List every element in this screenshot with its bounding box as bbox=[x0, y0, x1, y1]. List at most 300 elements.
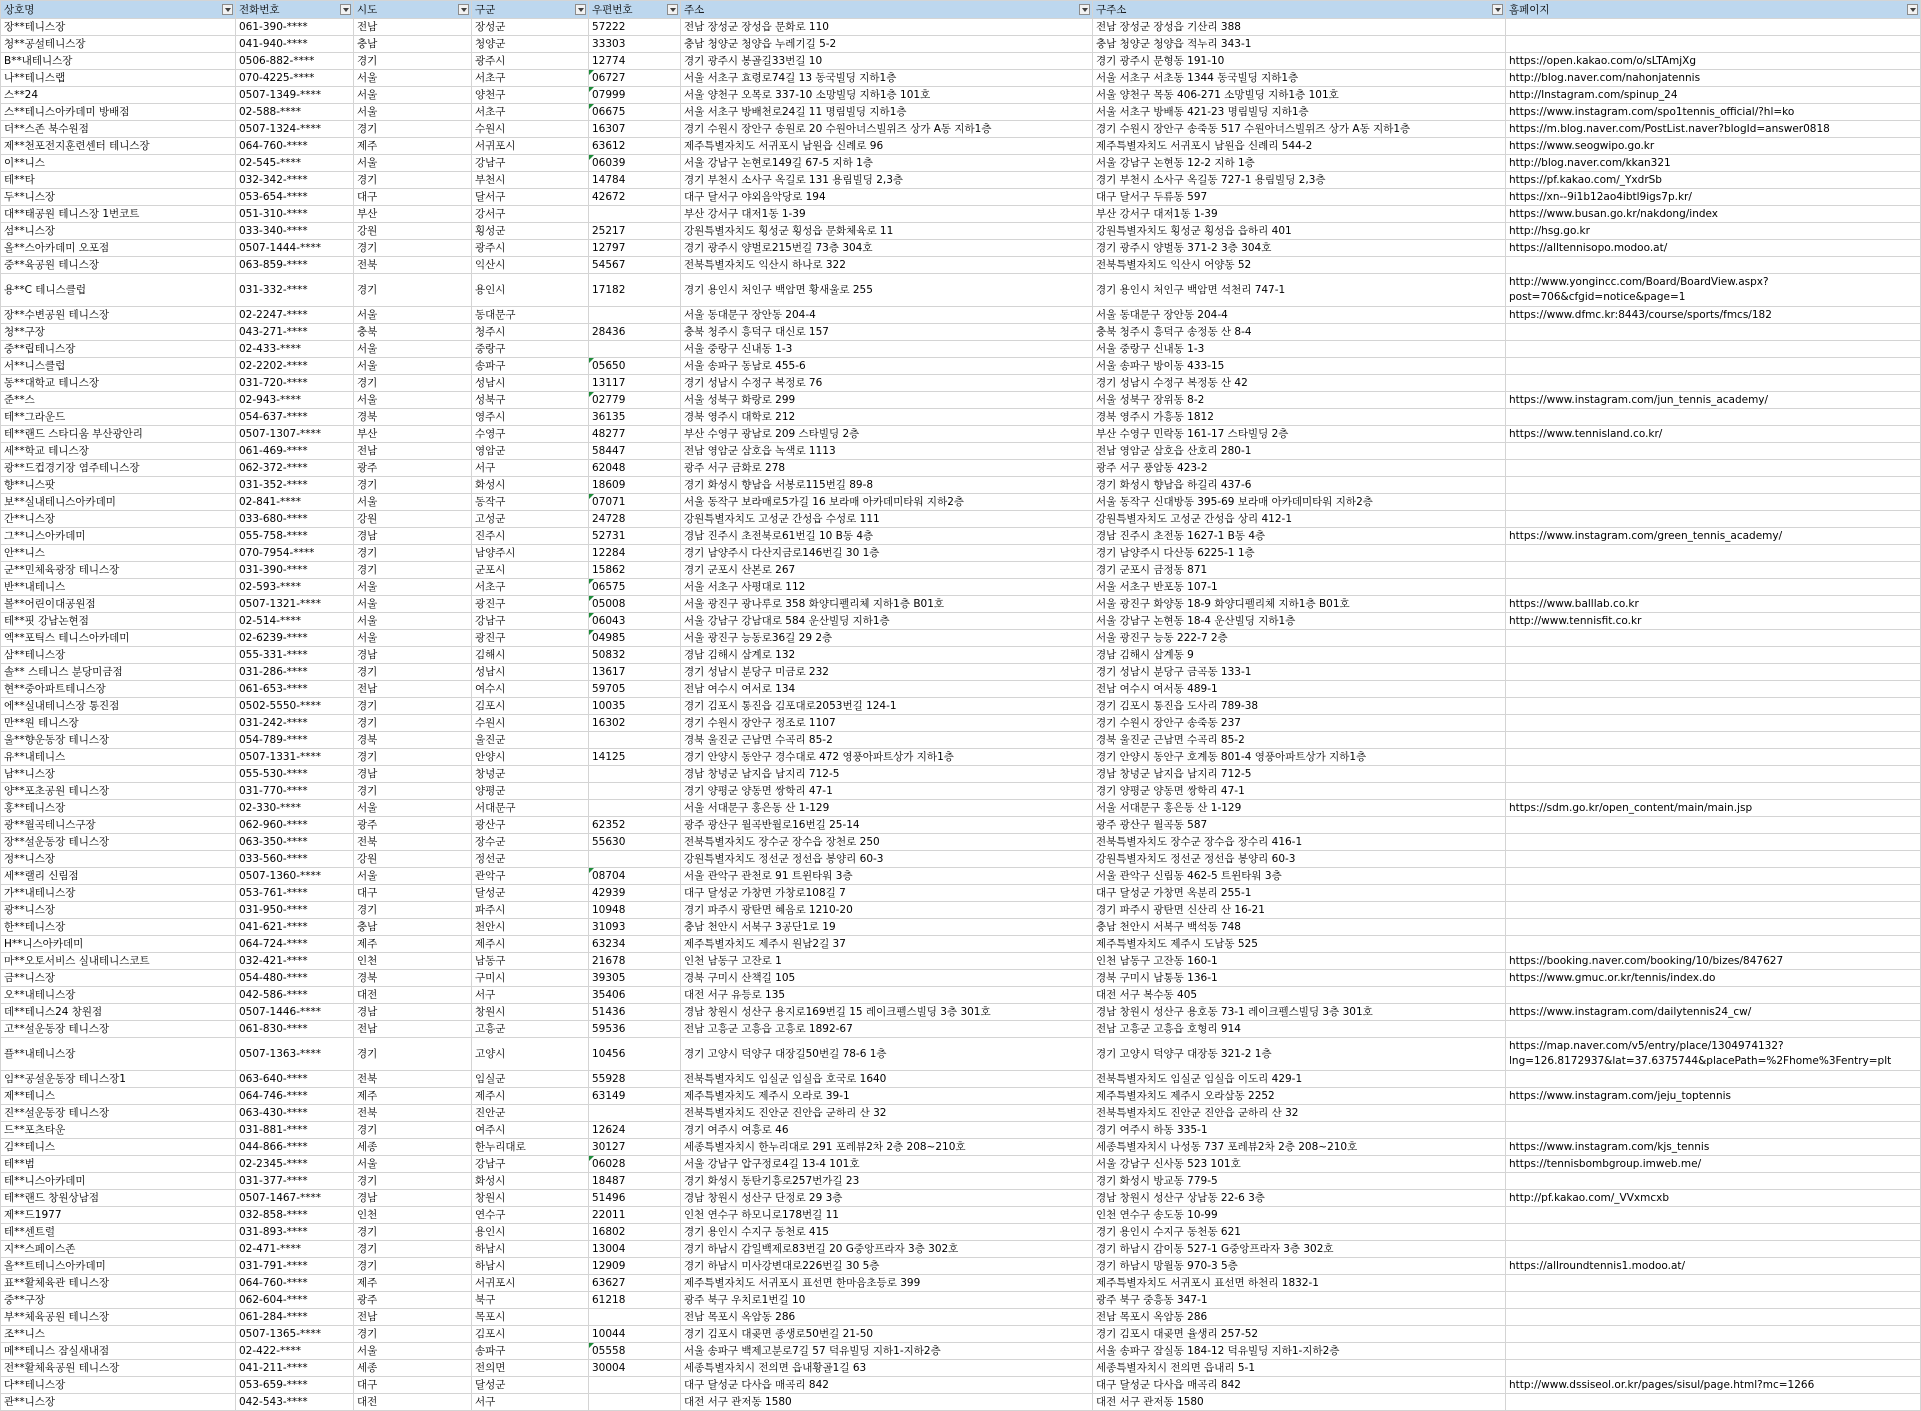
phone-cell[interactable]: 02-433-**** bbox=[236, 341, 354, 358]
phone-cell[interactable]: 0507-1331-**** bbox=[236, 749, 354, 766]
district-cell[interactable]: 서대문구 bbox=[472, 800, 589, 817]
old-address-cell[interactable]: 제주특별자치도 제주시 도남동 525 bbox=[1093, 936, 1506, 953]
old-address-cell[interactable]: 제주특별자치도 서귀포시 남원읍 신례리 544-2 bbox=[1093, 138, 1506, 155]
address-cell[interactable]: 서울 서초구 방배천로24길 11 명림빌딩 지하1층 bbox=[681, 104, 1093, 121]
filter-dropdown-icon[interactable] bbox=[1492, 4, 1503, 15]
province-cell[interactable]: 충북 bbox=[354, 324, 472, 341]
name-cell[interactable]: 제**테니스 bbox=[1, 1088, 236, 1105]
district-cell[interactable]: 익산시 bbox=[472, 257, 589, 274]
district-cell[interactable]: 제주시 bbox=[472, 1088, 589, 1105]
old-address-cell[interactable]: 경북 구미시 남통동 136-1 bbox=[1093, 970, 1506, 987]
address-cell[interactable]: 경남 창녕군 남지읍 남지리 712-5 bbox=[681, 766, 1093, 783]
name-cell[interactable]: H**니스아카데미 bbox=[1, 936, 236, 953]
name-cell[interactable]: 세**랠리 신림점 bbox=[1, 868, 236, 885]
phone-cell[interactable]: 053-761-**** bbox=[236, 885, 354, 902]
phone-cell[interactable]: 070-4225-**** bbox=[236, 70, 354, 87]
name-cell[interactable]: 삼**테니스장 bbox=[1, 647, 236, 664]
homepage-cell[interactable]: https://www.instagram.com/jeju_toptennis bbox=[1506, 1088, 1921, 1105]
name-cell[interactable]: 울**향운동장 테니스장 bbox=[1, 732, 236, 749]
address-cell[interactable]: 서울 중랑구 신내동 1-3 bbox=[681, 341, 1093, 358]
province-cell[interactable]: 서울 bbox=[354, 87, 472, 104]
zip-cell[interactable]: 59705 bbox=[589, 681, 681, 698]
name-cell[interactable]: 광**니스장 bbox=[1, 902, 236, 919]
homepage-cell[interactable] bbox=[1506, 36, 1921, 53]
district-cell[interactable]: 송파구 bbox=[472, 1343, 589, 1360]
zip-cell[interactable]: 07071 bbox=[589, 494, 681, 511]
zip-cell[interactable]: 48277 bbox=[589, 426, 681, 443]
zip-cell[interactable] bbox=[589, 783, 681, 800]
name-cell[interactable]: 중**구장 bbox=[1, 1292, 236, 1309]
old-address-cell[interactable]: 대구 달서구 두류동 597 bbox=[1093, 189, 1506, 206]
filter-dropdown-icon[interactable] bbox=[458, 4, 469, 15]
zip-cell[interactable]: 52731 bbox=[589, 528, 681, 545]
phone-cell[interactable]: 032-342-**** bbox=[236, 172, 354, 189]
phone-cell[interactable]: 031-791-**** bbox=[236, 1258, 354, 1275]
address-cell[interactable]: 광주 광산구 월곡반월로16번길 25-14 bbox=[681, 817, 1093, 834]
address-cell[interactable]: 경기 용인시 처인구 백암면 황새울로 255 bbox=[681, 274, 1093, 307]
phone-cell[interactable]: 02-2202-**** bbox=[236, 358, 354, 375]
province-cell[interactable]: 전남 bbox=[354, 443, 472, 460]
address-cell[interactable]: 경기 하남시 미사강변대로226번길 30 5층 bbox=[681, 1258, 1093, 1275]
address-cell[interactable]: 서울 동대문구 장안동 204-4 bbox=[681, 307, 1093, 324]
district-cell[interactable]: 서초구 bbox=[472, 70, 589, 87]
name-cell[interactable]: 홍**테니스장 bbox=[1, 800, 236, 817]
phone-cell[interactable]: 064-746-**** bbox=[236, 1088, 354, 1105]
homepage-cell[interactable] bbox=[1506, 1241, 1921, 1258]
phone-cell[interactable]: 02-6239-**** bbox=[236, 630, 354, 647]
phone-cell[interactable]: 033-680-**** bbox=[236, 511, 354, 528]
old-address-cell[interactable]: 경기 광주시 양벌동 371-2 3층 304호 bbox=[1093, 240, 1506, 257]
phone-cell[interactable]: 033-340-**** bbox=[236, 223, 354, 240]
district-cell[interactable]: 달성군 bbox=[472, 1377, 589, 1394]
old-address-cell[interactable]: 전남 영암군 삼호읍 산호리 280-1 bbox=[1093, 443, 1506, 460]
province-cell[interactable]: 전북 bbox=[354, 1071, 472, 1088]
address-cell[interactable]: 전남 고흥군 고흥읍 고흥로 1892-67 bbox=[681, 1021, 1093, 1038]
province-cell[interactable]: 경기 bbox=[354, 1224, 472, 1241]
name-cell[interactable]: 에**실내테니스장 통진점 bbox=[1, 698, 236, 715]
homepage-cell[interactable]: https://www.gmuc.or.kr/tennis/index.do bbox=[1506, 970, 1921, 987]
zip-cell[interactable]: 05008 bbox=[589, 596, 681, 613]
name-cell[interactable]: 서**니스클럽 bbox=[1, 358, 236, 375]
name-cell[interactable]: 테**핏 강남논현점 bbox=[1, 613, 236, 630]
address-cell[interactable]: 경기 화성시 동탄기흥로257번가길 23 bbox=[681, 1173, 1093, 1190]
zip-cell[interactable]: 62352 bbox=[589, 817, 681, 834]
homepage-cell[interactable] bbox=[1506, 834, 1921, 851]
zip-cell[interactable]: 16802 bbox=[589, 1224, 681, 1241]
district-cell[interactable]: 하남시 bbox=[472, 1258, 589, 1275]
phone-cell[interactable]: 054-789-**** bbox=[236, 732, 354, 749]
address-cell[interactable]: 경기 하남시 감일백제로83번길 20 G중앙프라자 3층 302호 bbox=[681, 1241, 1093, 1258]
district-cell[interactable]: 진주시 bbox=[472, 528, 589, 545]
province-cell[interactable]: 경기 bbox=[354, 375, 472, 392]
province-cell[interactable]: 전남 bbox=[354, 1021, 472, 1038]
old-address-cell[interactable]: 강원특별자치도 횡성군 횡성읍 읍하리 401 bbox=[1093, 223, 1506, 240]
address-cell[interactable]: 충북 청주시 흥덕구 대신로 157 bbox=[681, 324, 1093, 341]
old-address-cell[interactable]: 전북특별자치도 임실군 임실읍 이도리 429-1 bbox=[1093, 1071, 1506, 1088]
province-cell[interactable]: 경기 bbox=[354, 698, 472, 715]
zip-cell[interactable] bbox=[589, 766, 681, 783]
province-cell[interactable]: 대전 bbox=[354, 1394, 472, 1411]
old-address-cell[interactable]: 서울 광진구 능동 222-7 2층 bbox=[1093, 630, 1506, 647]
phone-cell[interactable]: 054-480-**** bbox=[236, 970, 354, 987]
phone-cell[interactable]: 02-422-**** bbox=[236, 1343, 354, 1360]
name-cell[interactable]: 엑**포틱스 테니스아카데미 bbox=[1, 630, 236, 647]
homepage-cell[interactable]: http://blog.naver.com/kkan321 bbox=[1506, 155, 1921, 172]
old-address-cell[interactable]: 서울 동작구 신대방동 395-69 보라매 아카데미타워 지하2층 bbox=[1093, 494, 1506, 511]
phone-cell[interactable]: 041-211-**** bbox=[236, 1360, 354, 1377]
address-cell[interactable]: 서울 광진구 광나루로 358 화양디펠리체 지하1층 B01호 bbox=[681, 596, 1093, 613]
province-cell[interactable]: 서울 bbox=[354, 358, 472, 375]
province-cell[interactable]: 서울 bbox=[354, 494, 472, 511]
name-cell[interactable]: 세**학교 테니스장 bbox=[1, 443, 236, 460]
name-cell[interactable]: 군**민체육광장 테니스장 bbox=[1, 562, 236, 579]
district-cell[interactable]: 성북구 bbox=[472, 392, 589, 409]
homepage-cell[interactable] bbox=[1506, 885, 1921, 902]
phone-cell[interactable]: 063-640-**** bbox=[236, 1071, 354, 1088]
address-cell[interactable]: 서울 송파구 동남로 455-6 bbox=[681, 358, 1093, 375]
zip-cell[interactable] bbox=[589, 800, 681, 817]
district-cell[interactable]: 서초구 bbox=[472, 579, 589, 596]
old-address-cell[interactable]: 서울 송파구 방이동 433-15 bbox=[1093, 358, 1506, 375]
homepage-cell[interactable]: http://www.tennisfit.co.kr bbox=[1506, 613, 1921, 630]
name-cell[interactable]: 현**중아파트테니스장 bbox=[1, 681, 236, 698]
zip-cell[interactable]: 55928 bbox=[589, 1071, 681, 1088]
address-cell[interactable]: 서울 강남구 논현로149길 67-5 지하 1층 bbox=[681, 155, 1093, 172]
province-cell[interactable]: 충남 bbox=[354, 36, 472, 53]
old-address-cell[interactable]: 경남 김해시 삼계동 9 bbox=[1093, 647, 1506, 664]
phone-cell[interactable]: 02-588-**** bbox=[236, 104, 354, 121]
province-cell[interactable]: 경기 bbox=[354, 664, 472, 681]
phone-cell[interactable]: 02-330-**** bbox=[236, 800, 354, 817]
province-cell[interactable]: 경남 bbox=[354, 1004, 472, 1021]
name-cell[interactable]: 간**니스장 bbox=[1, 511, 236, 528]
homepage-cell[interactable]: https://www.instagram.com/kjs_tennis bbox=[1506, 1139, 1921, 1156]
phone-cell[interactable]: 033-560-**** bbox=[236, 851, 354, 868]
province-cell[interactable]: 서울 bbox=[354, 104, 472, 121]
old-address-cell[interactable]: 경기 성남시 수정구 복정동 산 42 bbox=[1093, 375, 1506, 392]
name-cell[interactable]: 청**공설테니스장 bbox=[1, 36, 236, 53]
homepage-cell[interactable]: https://sdm.go.kr/open_content/main/main.jsp bbox=[1506, 800, 1921, 817]
zip-cell[interactable]: 13117 bbox=[589, 375, 681, 392]
zip-cell[interactable]: 12624 bbox=[589, 1122, 681, 1139]
address-cell[interactable]: 부산 강서구 대저1동 1-39 bbox=[681, 206, 1093, 223]
zip-cell[interactable]: 06575 bbox=[589, 579, 681, 596]
phone-cell[interactable]: 0507-1365-**** bbox=[236, 1326, 354, 1343]
district-cell[interactable]: 한누리대로 bbox=[472, 1139, 589, 1156]
name-cell[interactable]: 스**테니스아카데미 방배점 bbox=[1, 104, 236, 121]
province-cell[interactable]: 광주 bbox=[354, 460, 472, 477]
homepage-cell[interactable]: https://alltennisopo.modoo.at/ bbox=[1506, 240, 1921, 257]
homepage-cell[interactable] bbox=[1506, 715, 1921, 732]
zip-cell[interactable]: 12797 bbox=[589, 240, 681, 257]
zip-cell[interactable]: 63234 bbox=[589, 936, 681, 953]
district-cell[interactable]: 강서구 bbox=[472, 206, 589, 223]
address-cell[interactable]: 경남 진주시 초전북로61번길 10 B동 4층 bbox=[681, 528, 1093, 545]
old-address-cell[interactable]: 강원특별자치도 정선군 정선읍 봉양리 60-3 bbox=[1093, 851, 1506, 868]
homepage-cell[interactable] bbox=[1506, 664, 1921, 681]
homepage-cell[interactable] bbox=[1506, 1207, 1921, 1224]
province-cell[interactable]: 서울 bbox=[354, 579, 472, 596]
district-cell[interactable]: 영주시 bbox=[472, 409, 589, 426]
homepage-cell[interactable]: https://www.instagram.com/dailytennis24_cw/ bbox=[1506, 1004, 1921, 1021]
homepage-cell[interactable]: https://allroundtennis1.modoo.at/ bbox=[1506, 1258, 1921, 1275]
name-cell[interactable]: 중**립테니스장 bbox=[1, 341, 236, 358]
name-cell[interactable]: 양**포초공원 테니스장 bbox=[1, 783, 236, 800]
zip-cell[interactable] bbox=[589, 341, 681, 358]
province-cell[interactable]: 전북 bbox=[354, 1105, 472, 1122]
name-cell[interactable]: 중**육공원 테니스장 bbox=[1, 257, 236, 274]
zip-cell[interactable]: 51496 bbox=[589, 1190, 681, 1207]
name-cell[interactable]: 대**태공원 테니스장 1번코트 bbox=[1, 206, 236, 223]
zip-cell[interactable]: 06039 bbox=[589, 155, 681, 172]
district-cell[interactable]: 화성시 bbox=[472, 1173, 589, 1190]
filter-dropdown-icon[interactable] bbox=[340, 4, 351, 15]
zip-cell[interactable] bbox=[589, 851, 681, 868]
address-cell[interactable]: 제주특별자치도 제주시 원남2길 37 bbox=[681, 936, 1093, 953]
address-cell[interactable]: 경기 남양주시 다산지금로146번길 30 1층 bbox=[681, 545, 1093, 562]
homepage-cell[interactable]: https://www.busan.go.kr/nakdong/index bbox=[1506, 206, 1921, 223]
phone-cell[interactable]: 02-2247-**** bbox=[236, 307, 354, 324]
province-cell[interactable]: 경남 bbox=[354, 1190, 472, 1207]
old-address-cell[interactable]: 경남 창녕군 남지읍 남지리 712-5 bbox=[1093, 766, 1506, 783]
address-cell[interactable]: 충남 천안시 서북구 3공단1로 19 bbox=[681, 919, 1093, 936]
address-cell[interactable]: 경기 파주시 광탄면 혜음로 1210-20 bbox=[681, 902, 1093, 919]
zip-cell[interactable] bbox=[589, 1377, 681, 1394]
homepage-cell[interactable]: http://pf.kakao.com/_VVxmcxb bbox=[1506, 1190, 1921, 1207]
homepage-cell[interactable] bbox=[1506, 1360, 1921, 1377]
homepage-cell[interactable] bbox=[1506, 1173, 1921, 1190]
district-cell[interactable]: 천안시 bbox=[472, 919, 589, 936]
zip-cell[interactable]: 08704 bbox=[589, 868, 681, 885]
address-cell[interactable]: 서울 서대문구 홍은동 산 1-129 bbox=[681, 800, 1093, 817]
zip-cell[interactable]: 58447 bbox=[589, 443, 681, 460]
old-address-cell[interactable]: 전북특별자치도 진안군 진안읍 군하리 산 32 bbox=[1093, 1105, 1506, 1122]
phone-cell[interactable]: 062-960-**** bbox=[236, 817, 354, 834]
district-cell[interactable]: 광주시 bbox=[472, 240, 589, 257]
homepage-cell[interactable] bbox=[1506, 987, 1921, 1004]
homepage-cell[interactable] bbox=[1506, 257, 1921, 274]
district-cell[interactable]: 북구 bbox=[472, 1292, 589, 1309]
district-cell[interactable]: 제주시 bbox=[472, 936, 589, 953]
name-cell[interactable]: 준**스 bbox=[1, 392, 236, 409]
name-cell[interactable]: 김**테니스 bbox=[1, 1139, 236, 1156]
name-cell[interactable]: 두**니스장 bbox=[1, 189, 236, 206]
homepage-cell[interactable] bbox=[1506, 511, 1921, 528]
name-cell[interactable]: 임**공설운동장 테니스장1 bbox=[1, 1071, 236, 1088]
zip-cell[interactable]: 39305 bbox=[589, 970, 681, 987]
old-address-cell[interactable]: 경기 여주시 하동 335-1 bbox=[1093, 1122, 1506, 1139]
address-cell[interactable]: 서울 송파구 백제고분로7길 57 덕유빌딩 지하1-지하2층 bbox=[681, 1343, 1093, 1360]
zip-cell[interactable]: 30004 bbox=[589, 1360, 681, 1377]
homepage-cell[interactable]: https://m.blog.naver.com/PostList.naver?blogId=answer0818 bbox=[1506, 121, 1921, 138]
name-cell[interactable]: 그**니스아카데미 bbox=[1, 528, 236, 545]
province-cell[interactable]: 세종 bbox=[354, 1139, 472, 1156]
district-cell[interactable]: 청주시 bbox=[472, 324, 589, 341]
old-address-cell[interactable]: 서울 강남구 논현동 18-4 운산빌딩 지하1층 bbox=[1093, 613, 1506, 630]
address-cell[interactable]: 경기 수원시 장안구 송원로 20 수원아너스빌위즈 상가 A동 지하1층 bbox=[681, 121, 1093, 138]
address-cell[interactable]: 광주 북구 우치로1번길 10 bbox=[681, 1292, 1093, 1309]
filter-dropdown-icon[interactable] bbox=[667, 4, 678, 15]
old-address-cell[interactable]: 경기 파주시 광탄면 신산리 산 16-21 bbox=[1093, 902, 1506, 919]
province-cell[interactable]: 서울 bbox=[354, 1343, 472, 1360]
phone-cell[interactable]: 031-286-**** bbox=[236, 664, 354, 681]
district-cell[interactable]: 강남구 bbox=[472, 613, 589, 630]
old-address-cell[interactable]: 경기 화성시 방교동 779-5 bbox=[1093, 1173, 1506, 1190]
province-cell[interactable]: 경기 bbox=[354, 715, 472, 732]
province-cell[interactable]: 인천 bbox=[354, 953, 472, 970]
address-cell[interactable]: 광주 서구 금화로 278 bbox=[681, 460, 1093, 477]
province-cell[interactable]: 경기 bbox=[354, 1038, 472, 1071]
name-cell[interactable]: 남**니스장 bbox=[1, 766, 236, 783]
name-cell[interactable]: 테**범 bbox=[1, 1156, 236, 1173]
homepage-cell[interactable] bbox=[1506, 902, 1921, 919]
address-cell[interactable]: 강원특별자치도 정선군 정선읍 봉양리 60-3 bbox=[681, 851, 1093, 868]
phone-cell[interactable]: 064-724-**** bbox=[236, 936, 354, 953]
phone-cell[interactable]: 042-543-**** bbox=[236, 1394, 354, 1411]
old-address-cell[interactable]: 대구 달성군 다사읍 매곡리 842 bbox=[1093, 1377, 1506, 1394]
province-cell[interactable]: 경기 bbox=[354, 1122, 472, 1139]
province-cell[interactable]: 서울 bbox=[354, 596, 472, 613]
zip-cell[interactable]: 18487 bbox=[589, 1173, 681, 1190]
homepage-cell[interactable]: https://www.instagram.com/spo1tennis_official/?hl=ko bbox=[1506, 104, 1921, 121]
old-address-cell[interactable]: 경남 창원시 성산구 상남동 22-6 3층 bbox=[1093, 1190, 1506, 1207]
address-cell[interactable]: 제주특별자치도 서귀포시 남원읍 신례로 96 bbox=[681, 138, 1093, 155]
zip-cell[interactable]: 28436 bbox=[589, 324, 681, 341]
address-cell[interactable]: 경기 여주시 여흥로 46 bbox=[681, 1122, 1093, 1139]
district-cell[interactable]: 중랑구 bbox=[472, 341, 589, 358]
province-cell[interactable]: 서울 bbox=[354, 613, 472, 630]
address-cell[interactable]: 서울 관악구 관천로 91 트윈타워 3층 bbox=[681, 868, 1093, 885]
zip-cell[interactable]: 16302 bbox=[589, 715, 681, 732]
homepage-cell[interactable] bbox=[1506, 409, 1921, 426]
province-cell[interactable]: 서울 bbox=[354, 1156, 472, 1173]
district-cell[interactable]: 강남구 bbox=[472, 1156, 589, 1173]
old-address-cell[interactable]: 서울 서초구 반포동 107-1 bbox=[1093, 579, 1506, 596]
phone-cell[interactable]: 02-471-**** bbox=[236, 1241, 354, 1258]
old-address-cell[interactable]: 경기 광주시 문형동 191-10 bbox=[1093, 53, 1506, 70]
old-address-cell[interactable]: 경북 영주시 가흥동 1812 bbox=[1093, 409, 1506, 426]
phone-cell[interactable]: 031-893-**** bbox=[236, 1224, 354, 1241]
old-address-cell[interactable]: 제주특별자치도 서귀포시 표선면 하천리 1832-1 bbox=[1093, 1275, 1506, 1292]
phone-cell[interactable]: 031-881-**** bbox=[236, 1122, 354, 1139]
old-address-cell[interactable]: 세종특별자치시 나성동 737 포레뷰2차 2층 208~210호 bbox=[1093, 1139, 1506, 1156]
district-cell[interactable]: 고성군 bbox=[472, 511, 589, 528]
homepage-cell[interactable] bbox=[1506, 783, 1921, 800]
old-address-cell[interactable]: 대구 달성군 가창면 옥분리 255-1 bbox=[1093, 885, 1506, 902]
zip-cell[interactable]: 16307 bbox=[589, 121, 681, 138]
zip-cell[interactable]: 18609 bbox=[589, 477, 681, 494]
filter-dropdown-icon[interactable] bbox=[575, 4, 586, 15]
old-address-cell[interactable]: 경기 성남시 분당구 금곡동 133-1 bbox=[1093, 664, 1506, 681]
zip-cell[interactable]: 62048 bbox=[589, 460, 681, 477]
homepage-cell[interactable] bbox=[1506, 936, 1921, 953]
old-address-cell[interactable]: 경기 용인시 수지구 동천동 621 bbox=[1093, 1224, 1506, 1241]
district-cell[interactable]: 수영구 bbox=[472, 426, 589, 443]
zip-cell[interactable]: 06675 bbox=[589, 104, 681, 121]
district-cell[interactable]: 전의면 bbox=[472, 1360, 589, 1377]
homepage-cell[interactable]: https://www.instagram.com/jun_tennis_academy/ bbox=[1506, 392, 1921, 409]
old-address-cell[interactable]: 전남 여수시 여서동 489-1 bbox=[1093, 681, 1506, 698]
homepage-cell[interactable]: https://pf.kakao.com/_YxdrSb bbox=[1506, 172, 1921, 189]
province-cell[interactable]: 경기 bbox=[354, 274, 472, 307]
homepage-cell[interactable]: https://open.kakao.com/o/sLTAmjXg bbox=[1506, 53, 1921, 70]
province-cell[interactable]: 경기 bbox=[354, 783, 472, 800]
phone-cell[interactable]: 031-352-**** bbox=[236, 477, 354, 494]
district-cell[interactable]: 창녕군 bbox=[472, 766, 589, 783]
filter-dropdown-icon[interactable] bbox=[1079, 4, 1090, 15]
homepage-cell[interactable]: https://xn--9i1b12ao4ibtl9igs7p.kr/ bbox=[1506, 189, 1921, 206]
old-address-cell[interactable]: 인천 남동구 고잔동 160-1 bbox=[1093, 953, 1506, 970]
address-cell[interactable]: 서울 동작구 보라매로5가길 16 보라매 아카데미타워 지하2층 bbox=[681, 494, 1093, 511]
homepage-cell[interactable]: https://booking.naver.com/booking/10/bizes/847627 bbox=[1506, 953, 1921, 970]
province-cell[interactable]: 경기 bbox=[354, 1326, 472, 1343]
address-cell[interactable]: 전남 장성군 장성읍 문화로 110 bbox=[681, 19, 1093, 36]
address-cell[interactable]: 전남 영암군 삼호읍 녹색로 1113 bbox=[681, 443, 1093, 460]
address-cell[interactable]: 경기 양평군 양동면 쌍학리 47-1 bbox=[681, 783, 1093, 800]
address-cell[interactable]: 전남 목포시 옥암동 286 bbox=[681, 1309, 1093, 1326]
address-cell[interactable]: 인천 남동구 고잔로 1 bbox=[681, 953, 1093, 970]
province-cell[interactable]: 서울 bbox=[354, 630, 472, 647]
phone-cell[interactable]: 063-350-**** bbox=[236, 834, 354, 851]
zip-cell[interactable]: 21678 bbox=[589, 953, 681, 970]
province-cell[interactable]: 서울 bbox=[354, 868, 472, 885]
name-cell[interactable]: 진**설운동장 테니스장 bbox=[1, 1105, 236, 1122]
district-cell[interactable]: 남동구 bbox=[472, 953, 589, 970]
province-cell[interactable]: 경북 bbox=[354, 970, 472, 987]
district-cell[interactable]: 달서구 bbox=[472, 189, 589, 206]
address-cell[interactable]: 경기 광주시 봉골길33번길 10 bbox=[681, 53, 1093, 70]
province-cell[interactable]: 광주 bbox=[354, 817, 472, 834]
homepage-cell[interactable] bbox=[1506, 477, 1921, 494]
homepage-cell[interactable]: https://www.instagram.com/green_tennis_academy/ bbox=[1506, 528, 1921, 545]
province-cell[interactable]: 서울 bbox=[354, 800, 472, 817]
province-cell[interactable]: 전북 bbox=[354, 834, 472, 851]
name-cell[interactable]: 올**트테니스아카데미 bbox=[1, 1258, 236, 1275]
address-cell[interactable]: 제주특별자치도 제주시 오라로 39-1 bbox=[681, 1088, 1093, 1105]
name-cell[interactable]: 테**그라운드 bbox=[1, 409, 236, 426]
name-cell[interactable]: 제**천포전지훈련센터 테니스장 bbox=[1, 138, 236, 155]
zip-cell[interactable]: 04985 bbox=[589, 630, 681, 647]
address-cell[interactable]: 전북특별자치도 장수군 장수읍 장천로 250 bbox=[681, 834, 1093, 851]
zip-cell[interactable]: 42672 bbox=[589, 189, 681, 206]
name-cell[interactable]: 더**스존 북수원점 bbox=[1, 121, 236, 138]
homepage-cell[interactable] bbox=[1506, 494, 1921, 511]
district-cell[interactable]: 연수구 bbox=[472, 1207, 589, 1224]
phone-cell[interactable]: 0507-1360-**** bbox=[236, 868, 354, 885]
province-cell[interactable]: 경남 bbox=[354, 528, 472, 545]
zip-cell[interactable]: 63627 bbox=[589, 1275, 681, 1292]
province-cell[interactable]: 대구 bbox=[354, 189, 472, 206]
district-cell[interactable]: 영암군 bbox=[472, 443, 589, 460]
zip-cell[interactable]: 14125 bbox=[589, 749, 681, 766]
zip-cell[interactable]: 06043 bbox=[589, 613, 681, 630]
phone-cell[interactable]: 042-586-**** bbox=[236, 987, 354, 1004]
district-cell[interactable]: 진안군 bbox=[472, 1105, 589, 1122]
address-cell[interactable]: 서울 광진구 능동로36길 29 2층 bbox=[681, 630, 1093, 647]
homepage-cell[interactable] bbox=[1506, 1105, 1921, 1122]
province-cell[interactable]: 전남 bbox=[354, 681, 472, 698]
name-cell[interactable]: 플**내테니스장 bbox=[1, 1038, 236, 1071]
address-cell[interactable]: 세종특별자치시 전의면 읍내황골1길 63 bbox=[681, 1360, 1093, 1377]
phone-cell[interactable]: 031-242-**** bbox=[236, 715, 354, 732]
homepage-cell[interactable] bbox=[1506, 1292, 1921, 1309]
zip-cell[interactable]: 33303 bbox=[589, 36, 681, 53]
old-address-cell[interactable]: 경기 김포시 통진읍 도사리 789-38 bbox=[1093, 698, 1506, 715]
old-address-cell[interactable]: 세종특별자치시 전의면 읍내리 5-1 bbox=[1093, 1360, 1506, 1377]
phone-cell[interactable]: 02-545-**** bbox=[236, 155, 354, 172]
old-address-cell[interactable]: 서울 송파구 잠실동 184-12 덕유빌딩 지하1-지하2층 bbox=[1093, 1343, 1506, 1360]
name-cell[interactable]: 올**스아카데미 오포점 bbox=[1, 240, 236, 257]
